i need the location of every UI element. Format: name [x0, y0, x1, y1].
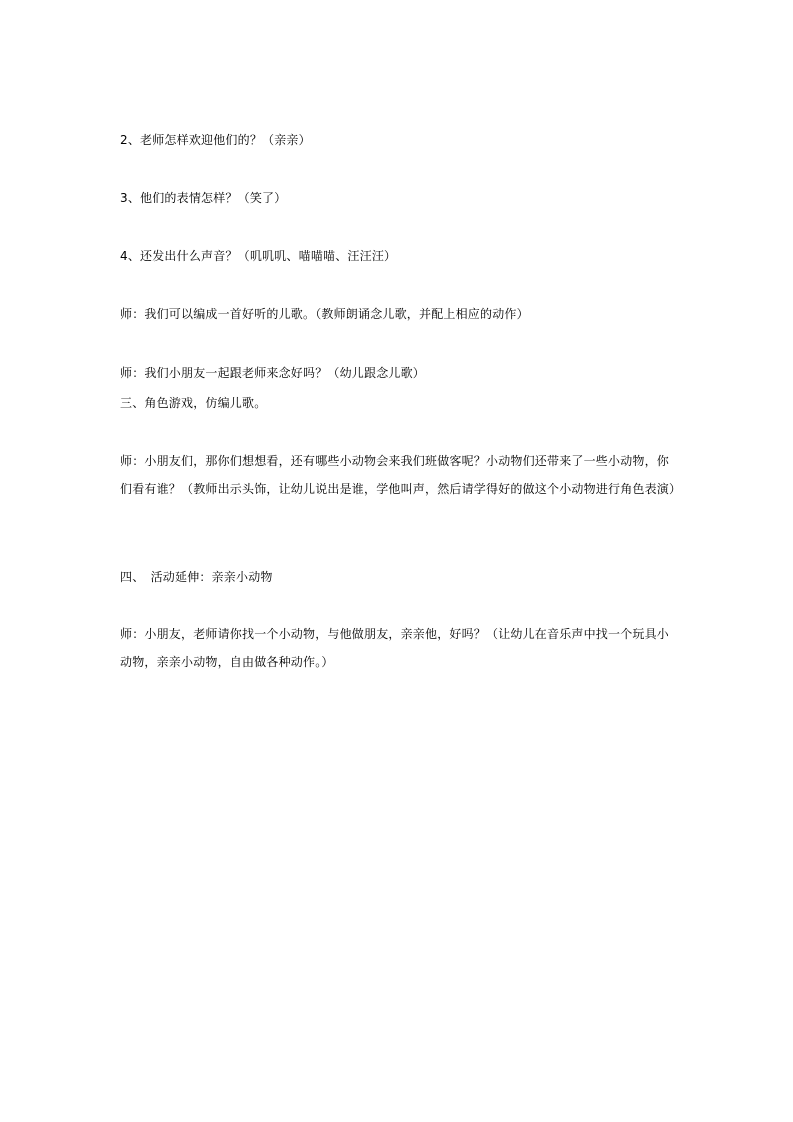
question-4: 4、还发出什么声音？（叽叽叽、喵喵喵、汪汪汪） [120, 249, 397, 263]
teacher-line-compose: 师：我们可以编成一首好听的儿歌。（教师朗诵念儿歌，并配上相应的动作） [120, 307, 529, 321]
teacher-line-extension: 师：小朋友，老师请你找一个小动物，与他做朋友，亲亲他，好吗？（让幼儿在音乐声中找一个玩具小动物，亲亲小动物，自由做各种动作。） [120, 627, 670, 669]
section-heading-4: 四、 活动延伸：亲亲小动物 [120, 570, 273, 584]
teacher-line-recite: 师：我们小朋友一起跟老师来念好吗？（幼儿跟念儿歌） [120, 366, 426, 380]
question-2: 2、老师怎样欢迎他们的？（亲亲） [120, 133, 311, 147]
question-3: 3、他们的表情怎样？（笑了） [120, 191, 287, 205]
section-heading-3: 三、角色游戏，仿编儿歌。 [120, 396, 267, 410]
teacher-line-role-play: 师：小朋友们，那你们想想看，还有哪些小动物会来我们班做客呢？小动物们还带来了一些小动物，你们看有谁？（教师出示头饰，让幼儿说出是谁，学他叫声，然后请学得好的做这个小动物进行角色表演） [120, 454, 682, 496]
